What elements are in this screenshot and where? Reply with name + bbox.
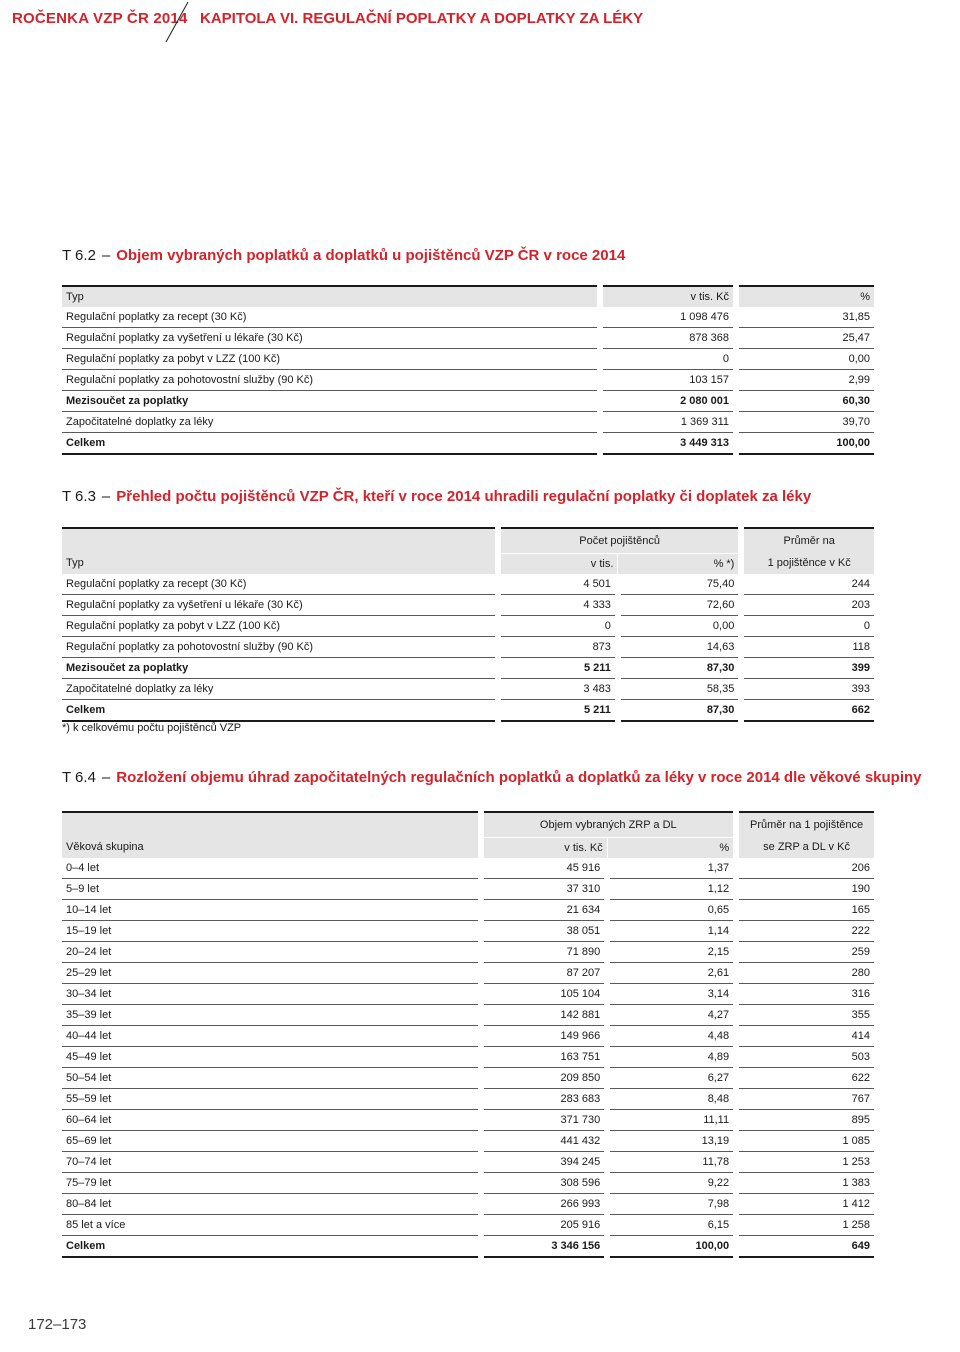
row-label: Celkem xyxy=(62,433,600,455)
cell-value: 0 xyxy=(741,615,874,636)
t64-table xyxy=(62,811,874,1258)
cell-value: 308 596 xyxy=(481,1172,608,1193)
cell-value: 3 346 156 xyxy=(481,1235,608,1257)
row-label: 75–79 let xyxy=(62,1172,481,1193)
row-label: Celkem xyxy=(62,699,498,721)
cell-value: 31,85 xyxy=(736,307,874,328)
table-row xyxy=(62,594,874,615)
cell-value: 100,00 xyxy=(607,1235,736,1257)
cell-value: 4 501 xyxy=(498,574,618,595)
cell-value: 280 xyxy=(736,962,874,983)
table-row xyxy=(62,878,874,899)
row-label: Mezisoučet za poplatky xyxy=(62,657,498,678)
cell-value: 767 xyxy=(736,1088,874,1109)
cell-value: 4,89 xyxy=(607,1046,736,1067)
row-label: 50–54 let xyxy=(62,1067,481,1088)
cell-value: 2,99 xyxy=(736,370,874,391)
cell-value: 205 916 xyxy=(481,1214,608,1235)
row-label: 80–84 let xyxy=(62,1193,481,1214)
table-row xyxy=(62,1109,874,1130)
cell-value: 441 432 xyxy=(481,1130,608,1151)
cell-value: 163 751 xyxy=(481,1046,608,1067)
cell-value: 399 xyxy=(741,657,874,678)
cell-value: 1 253 xyxy=(736,1151,874,1172)
row-label: 45–49 let xyxy=(62,1046,481,1067)
row-label: Celkem xyxy=(62,1235,481,1257)
cell-value: 11,11 xyxy=(607,1109,736,1130)
cell-value: 5 211 xyxy=(498,699,618,721)
cell-value: 6,27 xyxy=(607,1067,736,1088)
cell-value: 873 xyxy=(498,636,618,657)
row-label: 30–34 let xyxy=(62,983,481,1004)
cell-value: 71 890 xyxy=(481,941,608,962)
cell-value: 503 xyxy=(736,1046,874,1067)
cell-value: 3,14 xyxy=(607,983,736,1004)
t64-col-avg-1: Průměr na 1 pojištěnce xyxy=(736,812,874,837)
t62-table xyxy=(62,285,874,455)
cell-value: 1 412 xyxy=(736,1193,874,1214)
cell-value: 38 051 xyxy=(481,920,608,941)
cell-value: 58,35 xyxy=(618,678,741,699)
cell-value: 203 xyxy=(741,594,874,615)
cell-value: 222 xyxy=(736,920,874,941)
table-row xyxy=(62,1172,874,1193)
cell-value: 118 xyxy=(741,636,874,657)
cell-value: 355 xyxy=(736,1004,874,1025)
row-label: 10–14 let xyxy=(62,899,481,920)
table-row xyxy=(62,1004,874,1025)
cell-value: 2,61 xyxy=(607,962,736,983)
cell-value: 4,27 xyxy=(607,1004,736,1025)
cell-value: 149 966 xyxy=(481,1025,608,1046)
row-label: Regulační poplatky za recept (30 Kč) xyxy=(62,307,600,328)
row-label: 20–24 let xyxy=(62,941,481,962)
table-row xyxy=(62,328,874,349)
row-label: Započitatelné doplatky za léky xyxy=(62,678,498,699)
cell-value: 244 xyxy=(741,574,874,595)
page-number: 172–173 xyxy=(28,1316,87,1333)
cell-value: 87,30 xyxy=(618,657,741,678)
cell-value: 87,30 xyxy=(618,699,741,721)
cell-value: 8,48 xyxy=(607,1088,736,1109)
table-row xyxy=(62,1130,874,1151)
cell-value: 165 xyxy=(736,899,874,920)
cell-value: 0 xyxy=(498,615,618,636)
cell-value: 1,12 xyxy=(607,878,736,899)
cell-value: 0 xyxy=(600,349,736,370)
row-label: 85 let a více xyxy=(62,1214,481,1235)
t64-group-header: Objem vybraných ZRP a DL xyxy=(481,812,737,837)
t63-col-pct: % *) xyxy=(618,553,741,574)
row-label: Regulační poplatky za recept (30 Kč) xyxy=(62,574,498,595)
t63-col-avg-2: 1 pojištěnce v Kč xyxy=(741,553,874,574)
cell-value: 394 245 xyxy=(481,1151,608,1172)
cell-value: 25,47 xyxy=(736,328,874,349)
row-label: 65–69 let xyxy=(62,1130,481,1151)
cell-value: 1 258 xyxy=(736,1214,874,1235)
t62-col-vtis: v tis. Kč xyxy=(600,286,736,307)
cell-value: 1,14 xyxy=(607,920,736,941)
table-row xyxy=(62,1235,874,1257)
cell-value: 190 xyxy=(736,878,874,899)
table-row xyxy=(62,636,874,657)
t63-col-typ: Typ xyxy=(62,553,498,574)
cell-value: 316 xyxy=(736,983,874,1004)
table-row xyxy=(62,858,874,879)
cell-value: 259 xyxy=(736,941,874,962)
cell-value: 1 369 311 xyxy=(600,412,736,433)
cell-value: 371 730 xyxy=(481,1109,608,1130)
cell-value: 11,78 xyxy=(607,1151,736,1172)
row-label: 70–74 let xyxy=(62,1151,481,1172)
cell-value: 0,65 xyxy=(607,899,736,920)
cell-value: 14,63 xyxy=(618,636,741,657)
cell-value: 414 xyxy=(736,1025,874,1046)
table-row xyxy=(62,349,874,370)
cell-value: 1,37 xyxy=(607,858,736,879)
cell-value: 100,00 xyxy=(736,433,874,455)
row-label: 0–4 let xyxy=(62,858,481,879)
cell-value: 1 098 476 xyxy=(600,307,736,328)
cell-value: 2,15 xyxy=(607,941,736,962)
cell-value: 87 207 xyxy=(481,962,608,983)
row-label: 60–64 let xyxy=(62,1109,481,1130)
cell-value: 7,98 xyxy=(607,1193,736,1214)
t64-col-avg-2: se ZRP a DL v Kč xyxy=(736,837,874,858)
t63-group-header: Počet pojištěnců xyxy=(498,528,741,553)
row-label: Regulační poplatky za pobyt v LZZ (100 Kč) xyxy=(62,615,498,636)
cell-value: 21 634 xyxy=(481,899,608,920)
cell-value: 105 104 xyxy=(481,983,608,1004)
cell-value: 649 xyxy=(736,1235,874,1257)
table-row xyxy=(62,412,874,433)
cell-value: 39,70 xyxy=(736,412,874,433)
header-chapter: KAPITOLA VI. REGULAČNÍ POPLATKY A DOPLATKY ZA LÉKY xyxy=(200,10,644,27)
table-row xyxy=(62,1214,874,1235)
cell-value: 4 333 xyxy=(498,594,618,615)
cell-value: 5 211 xyxy=(498,657,618,678)
cell-value: 45 916 xyxy=(481,858,608,879)
row-label: Regulační poplatky za pohotovostní služby (90 Kč) xyxy=(62,636,498,657)
t62-col-pct: % xyxy=(736,286,874,307)
row-label: 15–19 let xyxy=(62,920,481,941)
cell-value: 2 080 001 xyxy=(600,391,736,412)
header-divider xyxy=(160,0,190,44)
row-label: Regulační poplatky za pohotovostní služby (90 Kč) xyxy=(62,370,600,391)
t62-col-typ: Typ xyxy=(62,286,600,307)
t63-col-avg-1: Průměr na xyxy=(741,528,874,553)
t64-col-vtis: v tis. Kč xyxy=(481,837,608,858)
t63-table xyxy=(62,527,874,722)
row-label: 40–44 let xyxy=(62,1025,481,1046)
table-row xyxy=(62,615,874,636)
t64-col-age: Věková skupina xyxy=(62,837,481,858)
t63-col-vtis: v tis. xyxy=(498,553,618,574)
table-row xyxy=(62,1193,874,1214)
cell-value: 72,60 xyxy=(618,594,741,615)
t62-title: T 6.2 – Objem vybraných poplatků a doplatků u pojištěnců VZP ČR v roce 2014 xyxy=(62,247,626,264)
cell-value: 60,30 xyxy=(736,391,874,412)
cell-value: 1 383 xyxy=(736,1172,874,1193)
cell-value: 4,48 xyxy=(607,1025,736,1046)
cell-value: 13,19 xyxy=(607,1130,736,1151)
t64-title: T 6.4 – Rozložení objemu úhrad započitatelných regulačních poplatků a doplatků za léky v roce 2014 dle věkové skupiny xyxy=(62,769,922,786)
table-row xyxy=(62,307,874,328)
row-label: Mezisoučet za poplatky xyxy=(62,391,600,412)
cell-value: 1 085 xyxy=(736,1130,874,1151)
cell-value: 6,15 xyxy=(607,1214,736,1235)
cell-value: 209 850 xyxy=(481,1067,608,1088)
cell-value: 37 310 xyxy=(481,878,608,899)
row-label: Regulační poplatky za pobyt v LZZ (100 Kč) xyxy=(62,349,600,370)
cell-value: 0,00 xyxy=(618,615,741,636)
cell-value: 895 xyxy=(736,1109,874,1130)
t63-footnote: *) k celkovému počtu pojištěnců VZP xyxy=(62,722,242,734)
row-label: 35–39 let xyxy=(62,1004,481,1025)
table-row xyxy=(62,433,874,455)
cell-value: 878 368 xyxy=(600,328,736,349)
header-yearbook: ROČENKA VZP ČR 2014 xyxy=(12,10,188,27)
cell-value: 662 xyxy=(741,699,874,721)
cell-value: 266 993 xyxy=(481,1193,608,1214)
table-row xyxy=(62,1025,874,1046)
cell-value: 9,22 xyxy=(607,1172,736,1193)
table-row xyxy=(62,1151,874,1172)
row-label: 25–29 let xyxy=(62,962,481,983)
table-row xyxy=(62,370,874,391)
row-label: Započitatelné doplatky za léky xyxy=(62,412,600,433)
t64-col-pct: % xyxy=(607,837,736,858)
table-row xyxy=(62,983,874,1004)
table-row xyxy=(62,678,874,699)
row-label: 5–9 let xyxy=(62,878,481,899)
table-row xyxy=(62,657,874,678)
table-row xyxy=(62,1088,874,1109)
cell-value: 103 157 xyxy=(600,370,736,391)
cell-value: 0,00 xyxy=(736,349,874,370)
table-row xyxy=(62,574,874,595)
row-label: Regulační poplatky za vyšetření u lékaře (30 Kč) xyxy=(62,328,600,349)
row-label: 55–59 let xyxy=(62,1088,481,1109)
cell-value: 75,40 xyxy=(618,574,741,595)
cell-value: 206 xyxy=(736,858,874,879)
cell-value: 3 449 313 xyxy=(600,433,736,455)
table-row xyxy=(62,1046,874,1067)
table-row xyxy=(62,391,874,412)
t63-title: T 6.3 – Přehled počtu pojištěnců VZP ČR, kteří v roce 2014 uhradili regulační poplatky či doplatek za léky xyxy=(62,488,812,505)
cell-value: 3 483 xyxy=(498,678,618,699)
cell-value: 622 xyxy=(736,1067,874,1088)
table-row xyxy=(62,962,874,983)
table-row xyxy=(62,899,874,920)
cell-value: 283 683 xyxy=(481,1088,608,1109)
table-row xyxy=(62,699,874,721)
table-row xyxy=(62,920,874,941)
table-row xyxy=(62,1067,874,1088)
cell-value: 393 xyxy=(741,678,874,699)
cell-value: 142 881 xyxy=(481,1004,608,1025)
table-row xyxy=(62,941,874,962)
row-label: Regulační poplatky za vyšetření u lékaře (30 Kč) xyxy=(62,594,498,615)
